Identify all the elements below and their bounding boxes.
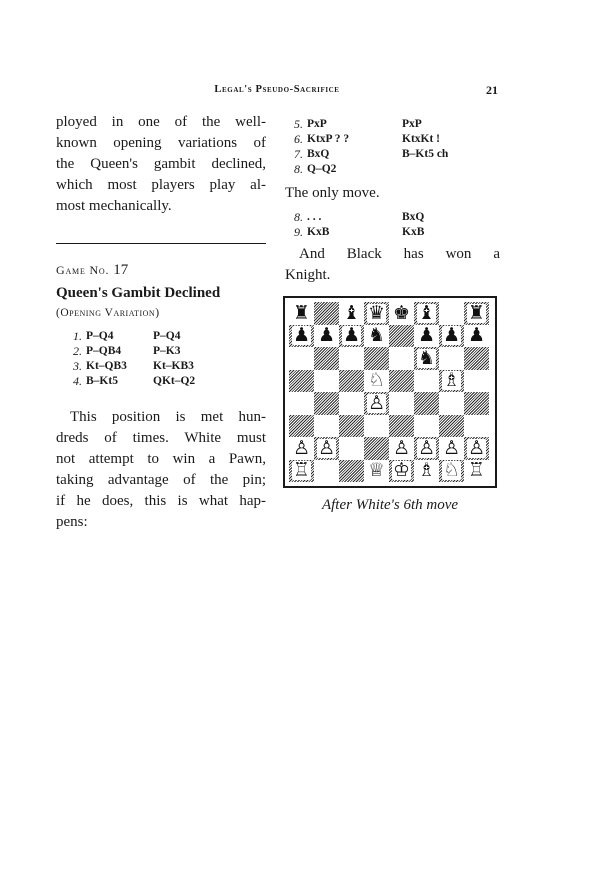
board-square <box>439 460 464 483</box>
opening-moves <box>56 329 266 389</box>
board-square <box>364 347 389 370</box>
white-move: P–Q4 <box>86 330 114 342</box>
board-square <box>339 325 364 348</box>
board-square <box>289 325 314 348</box>
only-move-note: The only move. <box>285 185 380 201</box>
chess-piece: ♜ <box>467 301 486 324</box>
move-number: 5. <box>294 117 303 131</box>
body-line: pens: <box>56 514 88 530</box>
white-move: KxB <box>307 226 330 238</box>
board-square <box>314 437 339 460</box>
page-number: 21 <box>486 83 498 97</box>
board-square <box>339 370 364 393</box>
board-square <box>464 392 489 415</box>
chess-piece: ♜ <box>292 301 311 324</box>
board-square <box>414 392 439 415</box>
white-move: P–QB4 <box>86 345 122 357</box>
diagram-caption: After White's 6th move <box>321 497 459 513</box>
board-square <box>364 437 389 460</box>
board-square <box>464 370 489 393</box>
chess-piece: ♟ <box>317 324 336 347</box>
board-square <box>439 392 464 415</box>
chess-piece: ♙ <box>292 436 311 459</box>
white-move: BxQ <box>307 148 330 160</box>
move-number: 1. <box>73 329 82 343</box>
move-row <box>285 117 500 132</box>
board-square <box>389 437 414 460</box>
result-line: Knight. <box>285 267 331 283</box>
move-number: 2. <box>73 344 82 358</box>
black-move: KxB <box>402 226 425 238</box>
board-square <box>314 370 339 393</box>
game-title: Queen's Gambit Declined <box>56 285 221 301</box>
black-move: QKt–Q2 <box>153 375 196 387</box>
final-moves <box>285 210 500 240</box>
move-row <box>285 147 500 162</box>
white-move: Q–Q2 <box>307 163 337 175</box>
board-square <box>314 392 339 415</box>
move-number: 6. <box>294 132 303 146</box>
board-square <box>464 347 489 370</box>
chess-piece: ♝ <box>417 301 436 324</box>
board-square <box>314 302 339 325</box>
move-number: 9. <box>294 225 303 239</box>
board-square <box>464 437 489 460</box>
chess-piece: ♛ <box>367 301 386 324</box>
white-move: KtxP ? ? <box>307 133 350 145</box>
chess-piece: ♖ <box>292 459 311 482</box>
move-row <box>285 132 500 147</box>
board-square <box>339 437 364 460</box>
board-square <box>364 325 389 348</box>
body-line: This position is met hun- <box>70 409 266 425</box>
body-line: taking advantage of the pin; <box>56 472 266 488</box>
board-square <box>364 392 389 415</box>
chess-piece: ♙ <box>442 436 461 459</box>
white-move: B–Kt5 <box>86 375 118 387</box>
board-square <box>389 415 414 438</box>
board-square <box>414 370 439 393</box>
chess-piece: ♝ <box>342 301 361 324</box>
move-row <box>56 329 266 344</box>
black-move: KtxKt ! <box>402 133 441 145</box>
board-square <box>464 415 489 438</box>
white-move: PxP <box>307 118 327 130</box>
board-square <box>414 460 439 483</box>
variation-label: (Opening Variation) <box>56 307 160 319</box>
result-line: And Black has won a <box>299 246 500 262</box>
black-move: Kt–KB3 <box>153 360 194 372</box>
board-square <box>289 302 314 325</box>
chess-piece: ♟ <box>467 324 486 347</box>
board-square <box>439 437 464 460</box>
chess-piece: ♗ <box>417 459 436 482</box>
board-square <box>439 302 464 325</box>
board-square <box>289 347 314 370</box>
board-square <box>389 325 414 348</box>
board-square <box>414 325 439 348</box>
game-heading <box>56 261 266 279</box>
body-line: dreds of times. White must <box>56 430 266 446</box>
black-move: P–Q4 <box>153 330 181 342</box>
board-square <box>439 347 464 370</box>
board-square <box>339 392 364 415</box>
chess-piece: ♙ <box>392 436 411 459</box>
move-row <box>56 359 266 374</box>
board-square <box>364 460 389 483</box>
chess-piece: ♘ <box>367 369 386 392</box>
board-square <box>289 370 314 393</box>
board-square <box>289 437 314 460</box>
chess-piece: ♟ <box>417 324 436 347</box>
game-number: 17 <box>113 262 129 278</box>
chess-piece: ♟ <box>292 324 311 347</box>
white-move: Kt–QB3 <box>86 360 127 372</box>
board-square <box>339 347 364 370</box>
game-label: Game No. <box>56 263 110 277</box>
board-square <box>389 347 414 370</box>
chess-diagram <box>283 296 497 488</box>
board-square <box>439 325 464 348</box>
board-square <box>389 370 414 393</box>
chess-piece: ♔ <box>392 459 411 482</box>
chess-piece: ♗ <box>442 369 461 392</box>
move-number: 8. <box>294 210 303 224</box>
black-move: BxQ <box>402 211 425 223</box>
board-square <box>314 347 339 370</box>
white-move: . . . <box>307 211 322 223</box>
move-number: 4. <box>73 374 82 388</box>
board-square <box>464 302 489 325</box>
board-square <box>389 460 414 483</box>
chess-piece: ♕ <box>367 459 386 482</box>
intro-line: known opening variations of <box>56 135 266 151</box>
body-line: if he does, this is what hap- <box>56 493 266 509</box>
chess-piece: ♙ <box>317 436 336 459</box>
board-square <box>414 302 439 325</box>
board-square <box>314 325 339 348</box>
board-square <box>289 415 314 438</box>
intro-line: the Queen's gambit declined, <box>56 156 266 172</box>
black-move <box>402 162 492 177</box>
chess-piece: ♞ <box>367 324 386 347</box>
running-head <box>56 84 498 102</box>
body-paragraph <box>56 407 266 533</box>
chess-piece: ♙ <box>367 391 386 414</box>
chess-piece: ♟ <box>442 324 461 347</box>
board-square <box>364 415 389 438</box>
board-square <box>389 392 414 415</box>
black-move: P–K3 <box>153 345 181 357</box>
intro-line: which most players play al- <box>56 177 266 193</box>
section-divider <box>56 243 266 244</box>
continuation-moves <box>285 117 500 177</box>
chess-piece: ♖ <box>467 459 486 482</box>
board-square <box>339 415 364 438</box>
running-title: Legal's Pseudo-Sacrifice <box>214 84 340 95</box>
move-row <box>285 225 500 240</box>
board-square <box>289 392 314 415</box>
chess-piece: ♚ <box>392 301 411 324</box>
chess-piece: ♟ <box>342 324 361 347</box>
board-square <box>414 347 439 370</box>
move-number: 7. <box>294 147 303 161</box>
board-square <box>314 460 339 483</box>
left-column <box>56 112 266 533</box>
chess-board <box>289 302 489 482</box>
move-row <box>56 344 266 359</box>
board-square <box>339 302 364 325</box>
chess-piece: ♙ <box>467 436 486 459</box>
chess-piece: ♙ <box>417 436 436 459</box>
move-number: 3. <box>73 359 82 373</box>
black-move: B–Kt5 ch <box>402 148 449 160</box>
intro-line: ployed in one of the well- <box>56 114 266 130</box>
black-move: PxP <box>402 118 422 130</box>
board-square <box>464 460 489 483</box>
move-row <box>56 374 266 389</box>
result-paragraph <box>285 244 500 286</box>
body-line: not attempt to win a Pawn, <box>56 451 266 467</box>
board-square <box>414 415 439 438</box>
board-square <box>364 302 389 325</box>
board-square <box>414 437 439 460</box>
board-square <box>439 415 464 438</box>
board-square <box>439 370 464 393</box>
board-square <box>464 325 489 348</box>
chess-piece: ♘ <box>442 459 461 482</box>
move-row <box>285 210 500 225</box>
intro-paragraph <box>56 112 266 217</box>
board-square <box>339 460 364 483</box>
move-number: 8. <box>294 162 303 176</box>
board-square <box>389 302 414 325</box>
board-square <box>314 415 339 438</box>
board-square <box>289 460 314 483</box>
move-row <box>285 162 500 177</box>
right-column <box>285 112 500 286</box>
intro-line: most mechanically. <box>56 198 172 214</box>
board-square <box>364 370 389 393</box>
chess-piece: ♞ <box>417 346 436 369</box>
